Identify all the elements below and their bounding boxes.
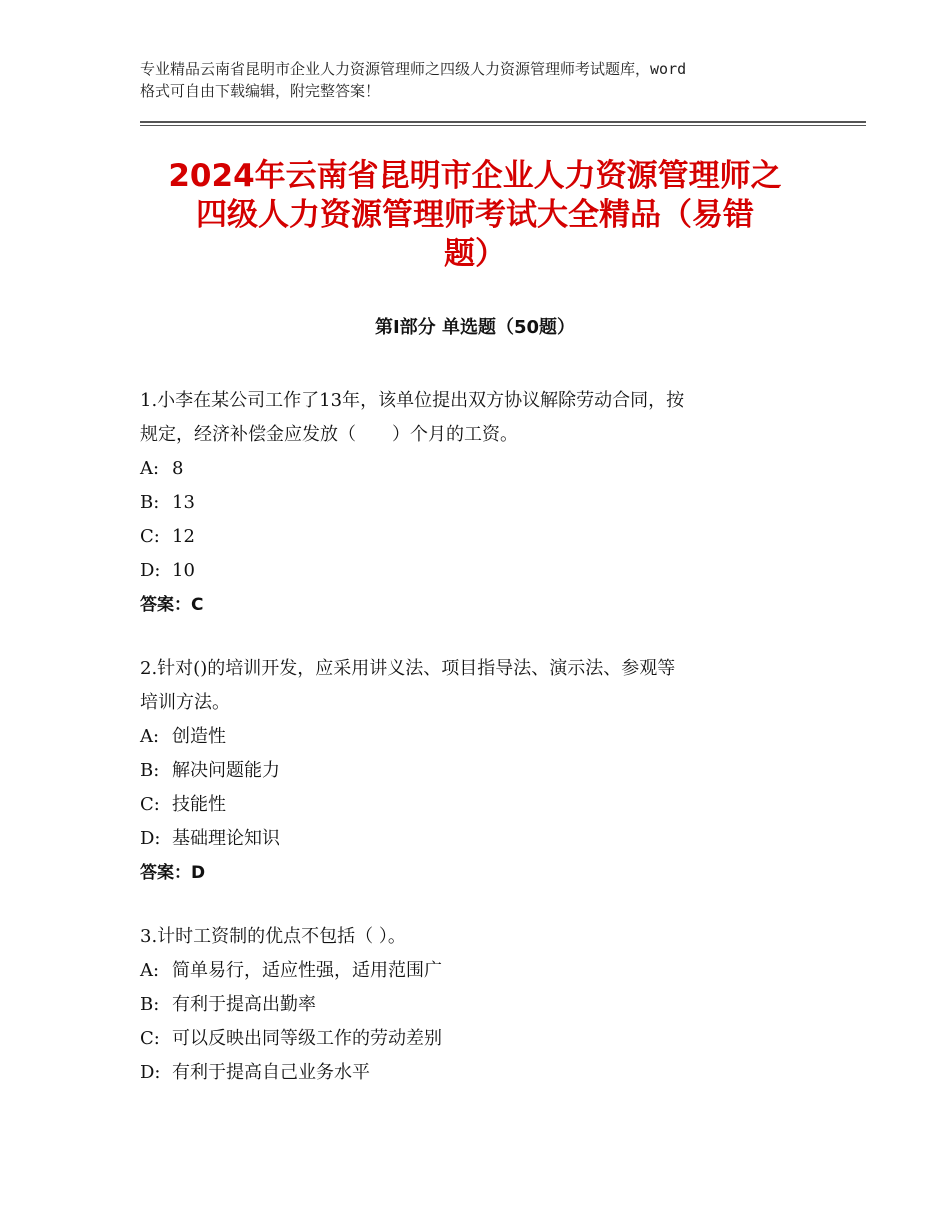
- option-text: 简单易行，适应性强，适用范围广: [172, 960, 442, 981]
- option-text: 12: [172, 526, 195, 547]
- option-letter: A:: [140, 960, 160, 981]
- answer-label: 答案：D: [140, 863, 206, 883]
- option-text: 有利于提高出勤率: [172, 994, 316, 1015]
- option-c: [140, 520, 820, 554]
- question-stem-line: 2.针对()的培训开发，应采用讲义法、项目指导法、演示法、参观等: [140, 658, 676, 679]
- option-text: 解决问题能力: [172, 760, 280, 781]
- header-note-line-2: 格式可自由下载编辑，附完整答案！: [140, 82, 381, 100]
- option-letter: D:: [140, 560, 161, 581]
- question-stem: [140, 384, 820, 452]
- option-letter: C:: [140, 526, 160, 547]
- question-stem: [140, 920, 820, 954]
- question-3: [140, 920, 820, 1090]
- option-a: [140, 954, 820, 988]
- option-c: [140, 788, 820, 822]
- option-text: 可以反映出同等级工作的劳动差别: [172, 1028, 442, 1049]
- question-stem: [140, 652, 820, 720]
- header-note-line-1: 专业精品云南省昆明市企业人力资源管理师之四级人力资源管理师考试题库，word: [140, 60, 687, 78]
- option-text: 有利于提高自己业务水平: [172, 1062, 370, 1083]
- option-letter: D:: [140, 1062, 161, 1083]
- option-letter: B:: [140, 994, 160, 1015]
- option-letter: A:: [140, 726, 160, 747]
- document-title-line-2: 四级人力资源管理师考试大全精品（易错: [196, 197, 754, 233]
- option-text: 13: [172, 492, 195, 513]
- option-letter: B:: [140, 492, 160, 513]
- answer-label: 答案：C: [140, 595, 204, 615]
- option-b: [140, 988, 820, 1022]
- header-divider: [140, 121, 866, 123]
- section-title: 第Ⅰ部分 单选题（50题）: [374, 317, 575, 338]
- option-text: 基础理论知识: [172, 828, 280, 849]
- option-b: [140, 754, 820, 788]
- option-text: 10: [172, 560, 195, 581]
- option-d: [140, 554, 820, 588]
- option-a: [140, 452, 820, 486]
- option-a: [140, 720, 820, 754]
- option-text: 创造性: [172, 726, 226, 747]
- document-title-line-1: 2024年云南省昆明市企业人力资源管理师之: [168, 158, 782, 194]
- option-c: [140, 1022, 820, 1056]
- option-letter: D:: [140, 828, 161, 849]
- header-note: [140, 58, 830, 102]
- option-letter: B:: [140, 760, 160, 781]
- option-letter: A:: [140, 458, 160, 479]
- option-d: [140, 822, 820, 856]
- question-stem-line: 3.计时工资制的优点不包括（ ）。: [140, 926, 406, 947]
- question-stem-line: 规定，经济补偿金应发放（ ）个月的工资。: [140, 424, 518, 445]
- option-letter: C:: [140, 794, 160, 815]
- header-divider-thin: [140, 125, 866, 126]
- question-1: [140, 384, 820, 622]
- option-text: 8: [172, 458, 184, 479]
- option-letter: C:: [140, 1028, 160, 1049]
- question-stem-line: 1.小李在某公司工作了13年，该单位提出双方协议解除劳动合同，按: [140, 390, 685, 411]
- question-stem-line: 培训方法。: [140, 692, 230, 713]
- document-title: [120, 157, 830, 274]
- question-list: [140, 384, 820, 1120]
- question-2: [140, 652, 820, 890]
- option-text: 技能性: [172, 794, 226, 815]
- option-d: [140, 1056, 820, 1090]
- option-b: [140, 486, 820, 520]
- document-title-line-3: 题）: [444, 236, 506, 272]
